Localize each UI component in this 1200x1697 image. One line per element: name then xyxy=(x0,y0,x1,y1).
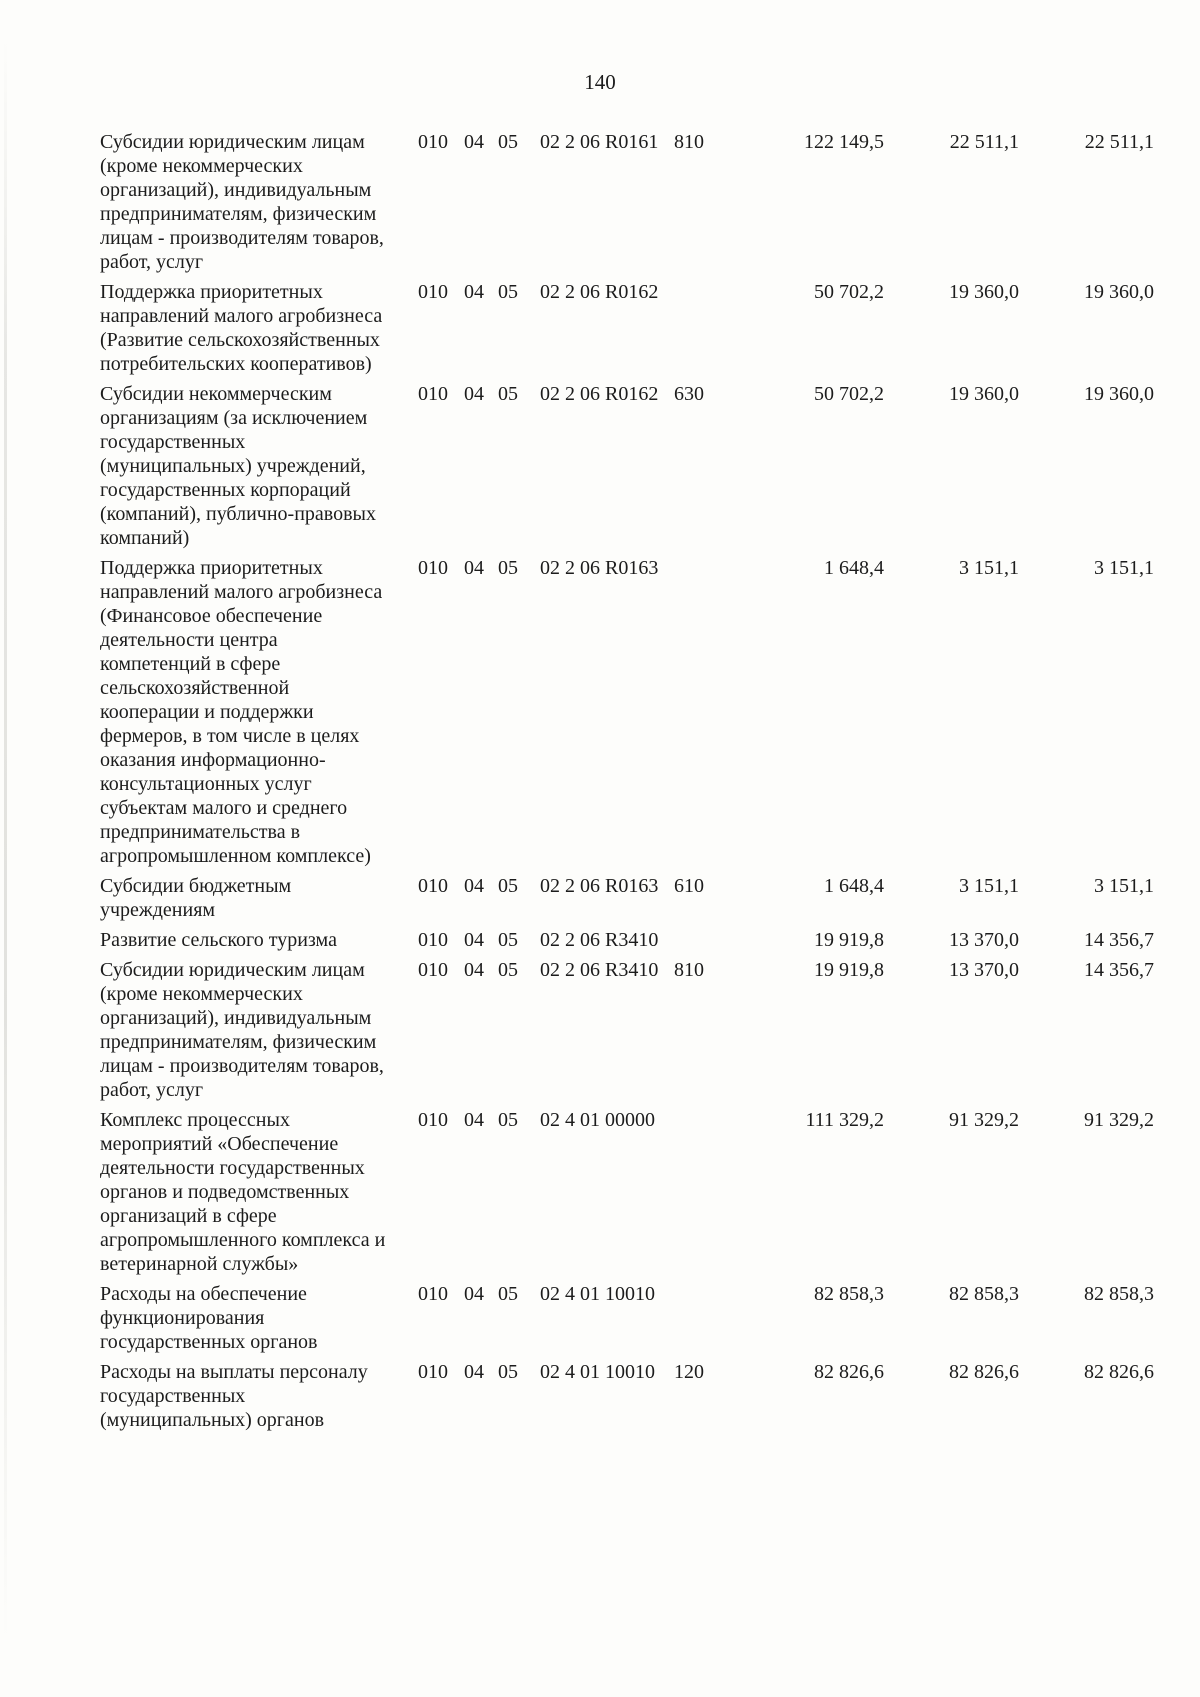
table-row xyxy=(100,280,1180,376)
amount-year-3: 3 151,1 xyxy=(1094,557,1154,579)
target-article-code: 02 4 01 00000 xyxy=(540,1109,655,1131)
row-name: Субсидии юридическим лицам (кроме некоммерческих организаций), индивидуальным предпринимателям, физическим лицам - производителям товаров, работ, услуг xyxy=(100,959,384,1101)
amount-year-2: 3 151,1 xyxy=(959,557,1019,579)
subsection-code: 05 xyxy=(498,929,518,951)
row-name: Комплекс процессных мероприятий «Обеспечение деятельности государственных органов и подведомственных организаций в сфере агропромышленного комплекса и ветеринарной службы» xyxy=(100,1109,386,1275)
row-name: Развитие сельского туризма xyxy=(100,929,337,951)
amount-year-1: 82 826,6 xyxy=(814,1361,884,1383)
amount-year-3: 82 858,3 xyxy=(1084,1283,1154,1305)
section-code: 04 xyxy=(464,383,484,405)
target-article-code: 02 2 06 R0163 xyxy=(540,557,659,579)
amount-year-1: 19 919,8 xyxy=(814,959,884,981)
table-row xyxy=(100,1360,1180,1432)
row-name: Субсидии юридическим лицам (кроме некоммерческих организаций), индивидуальным предпринимателям, физическим лицам - производителям товаров, работ, услуг xyxy=(100,131,384,273)
section-code: 04 xyxy=(464,929,484,951)
row-name: Субсидии некоммерческим организациям (за исключением государственных (муниципальных) учреждений, государственных корпораций (компаний), публично-правовых компаний) xyxy=(100,383,376,549)
subsection-code: 05 xyxy=(498,1109,518,1131)
amount-year-3: 14 356,7 xyxy=(1084,959,1154,981)
amount-year-3: 22 511,1 xyxy=(1084,131,1154,153)
table-row xyxy=(100,556,1180,868)
amount-year-3: 14 356,7 xyxy=(1084,929,1154,951)
amount-year-2: 22 511,1 xyxy=(949,131,1019,153)
target-article-code: 02 4 01 10010 xyxy=(540,1283,655,1305)
amount-year-1: 111 329,2 xyxy=(805,1109,884,1131)
subsection-code: 05 xyxy=(498,281,518,303)
table-row xyxy=(100,958,1180,1102)
ministry-code: 010 xyxy=(418,959,448,981)
expense-type-code: 810 xyxy=(674,959,704,981)
subsection-code: 05 xyxy=(498,131,518,153)
amount-year-1: 82 858,3 xyxy=(814,1283,884,1305)
row-name: Расходы на обеспечение функционирования государственных органов xyxy=(100,1283,318,1353)
target-article-code: 02 2 06 R3410 xyxy=(540,929,659,951)
scan-edge-shadow xyxy=(4,40,7,1640)
amount-year-1: 19 919,8 xyxy=(814,929,884,951)
expense-type-code: 610 xyxy=(674,875,704,897)
section-code: 04 xyxy=(464,1283,484,1305)
table-row xyxy=(100,1282,1180,1354)
expense-type-code: 630 xyxy=(674,383,704,405)
amount-year-3: 82 826,6 xyxy=(1084,1361,1154,1383)
subsection-code: 05 xyxy=(498,383,518,405)
amount-year-1: 1 648,4 xyxy=(824,875,884,897)
ministry-code: 010 xyxy=(418,1109,448,1131)
subsection-code: 05 xyxy=(498,959,518,981)
amount-year-2: 91 329,2 xyxy=(949,1109,1019,1131)
expense-type-code xyxy=(674,280,734,376)
amount-year-1: 1 648,4 xyxy=(824,557,884,579)
amount-year-2: 19 360,0 xyxy=(949,281,1019,303)
target-article-code: 02 2 06 R0162 xyxy=(540,281,659,303)
target-article-code: 02 2 06 R0162 xyxy=(540,383,659,405)
row-name: Расходы на выплаты персоналу государственных (муниципальных) органов xyxy=(100,1361,368,1431)
target-article-code: 02 2 06 R0161 xyxy=(540,131,659,153)
ministry-code: 010 xyxy=(418,1361,448,1383)
expense-type-code: 120 xyxy=(674,1361,704,1383)
table-row xyxy=(100,1108,1180,1276)
section-code: 04 xyxy=(464,131,484,153)
amount-year-1: 122 149,5 xyxy=(804,131,884,153)
row-name: Поддержка приоритетных направлений малого агробизнеса (Развитие сельскохозяйственных потребительских кооперативов) xyxy=(100,281,383,375)
table-row xyxy=(100,874,1180,922)
section-code: 04 xyxy=(464,1361,484,1383)
amount-year-3: 3 151,1 xyxy=(1094,875,1154,897)
subsection-code: 05 xyxy=(498,1283,518,1305)
ministry-code: 010 xyxy=(418,929,448,951)
amount-year-2: 82 826,6 xyxy=(949,1361,1019,1383)
section-code: 04 xyxy=(464,557,484,579)
section-code: 04 xyxy=(464,281,484,303)
amount-year-2: 13 370,0 xyxy=(949,929,1019,951)
target-article-code: 02 2 06 R0163 xyxy=(540,875,659,897)
table-row xyxy=(100,382,1180,550)
target-article-code: 02 4 01 10010 xyxy=(540,1361,655,1383)
table-row xyxy=(100,928,1180,952)
section-code: 04 xyxy=(464,959,484,981)
amount-year-1: 50 702,2 xyxy=(814,383,884,405)
subsection-code: 05 xyxy=(498,557,518,579)
budget-table xyxy=(100,130,1180,1438)
amount-year-1: 50 702,2 xyxy=(814,281,884,303)
ministry-code: 010 xyxy=(418,557,448,579)
ministry-code: 010 xyxy=(418,875,448,897)
ministry-code: 010 xyxy=(418,383,448,405)
amount-year-2: 82 858,3 xyxy=(949,1283,1019,1305)
amount-year-2: 13 370,0 xyxy=(949,959,1019,981)
target-article-code: 02 2 06 R3410 xyxy=(540,959,659,981)
expense-type-code xyxy=(674,1282,734,1354)
ministry-code: 010 xyxy=(418,131,448,153)
section-code: 04 xyxy=(464,875,484,897)
ministry-code: 010 xyxy=(418,1283,448,1305)
ministry-code: 010 xyxy=(418,281,448,303)
expense-type-code xyxy=(674,1108,734,1276)
row-name: Субсидии бюджетным учреждениям xyxy=(100,875,292,921)
amount-year-2: 19 360,0 xyxy=(949,383,1019,405)
expense-type-code xyxy=(674,928,734,952)
subsection-code: 05 xyxy=(498,1361,518,1383)
amount-year-3: 91 329,2 xyxy=(1084,1109,1154,1131)
amount-year-3: 19 360,0 xyxy=(1084,281,1154,303)
subsection-code: 05 xyxy=(498,875,518,897)
expense-type-code xyxy=(674,556,734,868)
amount-year-3: 19 360,0 xyxy=(1084,383,1154,405)
row-name: Поддержка приоритетных направлений малого агробизнеса (Финансовое обеспечение деятельности центра компетенций в сфере сельскохозяйственной кооперации и поддержки фермеров, в том числе в целях оказания информационно- консультационных услуг субъектам малого и среднего предпринимательства в агропромышленном комплексе) xyxy=(100,557,383,867)
section-code: 04 xyxy=(464,1109,484,1131)
page-number: 140 xyxy=(584,70,616,94)
expense-type-code: 810 xyxy=(674,131,704,153)
table-row xyxy=(100,130,1180,274)
amount-year-2: 3 151,1 xyxy=(959,875,1019,897)
